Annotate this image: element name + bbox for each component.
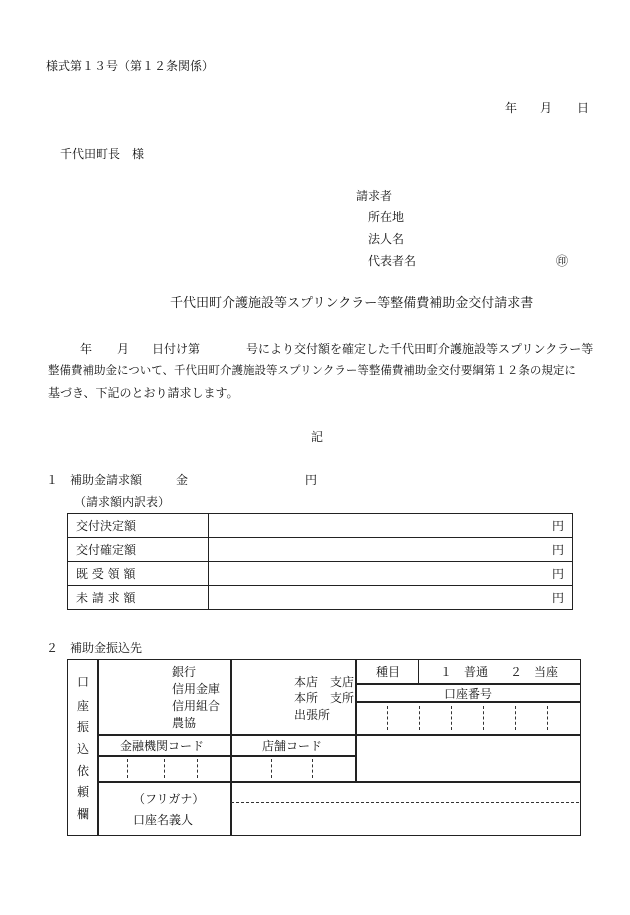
body-line2: 整備費補助金について、千代田町介護施設等スプリンクラー等整備費補助金交付要綱第１２条の規定に: [48, 363, 576, 377]
row-value-cell[interactable]: 円: [209, 586, 573, 610]
digit-divider: [127, 759, 128, 778]
account-type-ordinary[interactable]: １ 普通: [440, 665, 489, 679]
section1-number: １: [46, 473, 59, 487]
row-label: 既 受 領 額: [68, 562, 209, 586]
breakdown-caption: （請求額内訳表）: [74, 495, 171, 509]
row-value-cell[interactable]: 円: [209, 562, 573, 586]
table-row: [68, 586, 573, 610]
table-row: [68, 538, 573, 562]
document-title: 千代田町介護施設等スプリンクラー等整備費補助金交付請求書: [170, 296, 534, 311]
addressee: 千代田町長 様: [60, 147, 145, 161]
account-type-current[interactable]: ２ 当座: [510, 665, 559, 679]
breakdown-table: [67, 513, 573, 610]
side-char: 座: [77, 699, 90, 713]
side-char: 込: [77, 742, 90, 756]
branch-type-2: 本所 支所: [294, 691, 355, 705]
bank-type-bank: 銀行: [172, 665, 197, 679]
side-char: 頼: [77, 785, 90, 799]
form-number: 様式第１３号（第１２条関係）: [46, 59, 215, 73]
body-dated: 日付け第: [152, 342, 201, 356]
digit-divider: [387, 706, 388, 730]
bank-code-label: 金融機関コード: [120, 739, 205, 753]
section2-number: ２: [46, 641, 59, 655]
digit-divider: [271, 759, 272, 778]
seal-mark: ㊞: [556, 254, 569, 268]
representative-label: 代表者名: [368, 254, 417, 268]
date-year-label: 年: [505, 101, 518, 115]
digit-divider: [312, 759, 313, 778]
ki-mark: 記: [311, 430, 324, 444]
bank-name-cell[interactable]: [97, 659, 232, 736]
side-char: 欄: [77, 807, 90, 821]
body-year: 年: [80, 342, 93, 356]
date-day-label: 日: [577, 101, 590, 115]
section1-label: 補助金請求額: [70, 473, 143, 487]
section2-label: 補助金振込先: [70, 641, 143, 655]
date-month-label: 月: [540, 101, 553, 115]
row-value-cell[interactable]: 円: [209, 514, 573, 538]
holder-label: 口座名義人: [133, 813, 194, 827]
address-label: 所在地: [368, 210, 405, 224]
digit-divider: [197, 759, 198, 778]
bank-type-nokyo: 農協: [172, 716, 197, 730]
side-char: 口: [77, 675, 90, 689]
side-char: 依: [77, 764, 90, 778]
blank-cell: [355, 734, 581, 783]
body-line3: 基づき、下記のとおり請求します。: [48, 386, 239, 400]
holder-label-cell: [97, 781, 232, 836]
body-line1-rest: 号により交付額を確定した千代田町介護施設等スプリンクラー等: [246, 342, 594, 356]
digit-divider: [515, 706, 516, 730]
row-value-cell[interactable]: 円: [209, 538, 573, 562]
branch-type-3: 出張所: [294, 708, 331, 722]
digit-divider: [547, 706, 548, 730]
account-number-label: 口座番号: [444, 687, 493, 701]
table-row: [68, 514, 573, 538]
divider: [418, 659, 419, 684]
account-type-label: 種目: [376, 665, 401, 679]
digit-divider: [451, 706, 452, 730]
branch-code-label: 店舗コード: [262, 739, 323, 753]
bank-type-shinkin: 信用金庫: [172, 682, 221, 696]
furigana-divider: [231, 802, 579, 803]
row-label: 交付決定額: [68, 514, 209, 538]
body-month: 月: [117, 342, 130, 356]
row-label: 未 請 求 額: [68, 586, 209, 610]
bank-type-kumiai: 信用組合: [172, 699, 221, 713]
table-row: [68, 562, 573, 586]
furigana-label: （フリガナ）: [133, 792, 205, 806]
requester-heading: 請求者: [356, 189, 393, 203]
side-char: 振: [77, 720, 90, 734]
section1-kin: 金: [176, 473, 189, 487]
section1-yen: 円: [305, 473, 318, 487]
holder-name-field[interactable]: [230, 781, 581, 836]
corp-name-label: 法人名: [368, 232, 405, 246]
branch-code-field[interactable]: [230, 755, 357, 783]
row-label: 交付確定額: [68, 538, 209, 562]
digit-divider: [164, 759, 165, 778]
digit-divider: [483, 706, 484, 730]
digit-divider: [419, 706, 420, 730]
branch-type-1: 本店 支店: [294, 675, 355, 689]
